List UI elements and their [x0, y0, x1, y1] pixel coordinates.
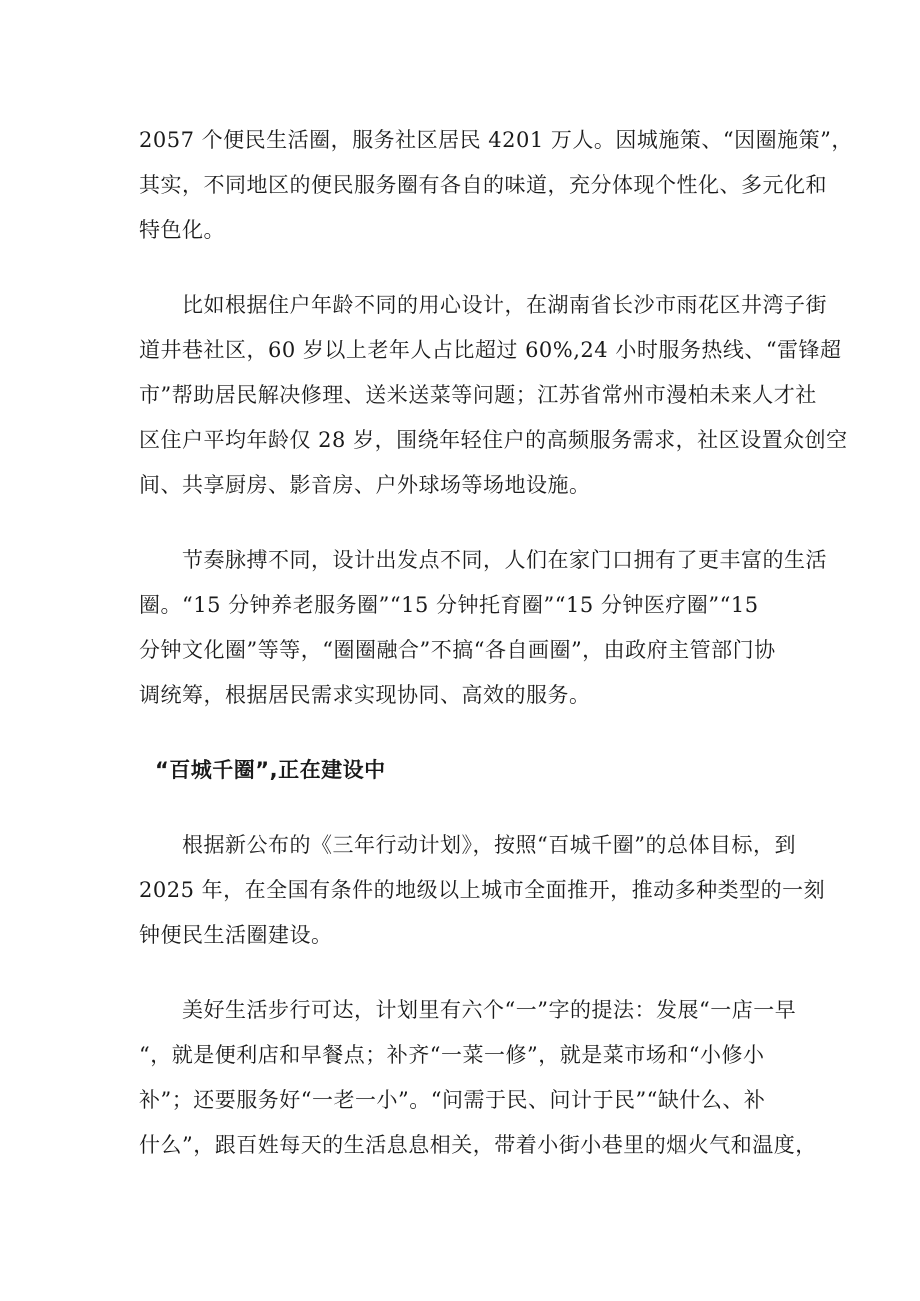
text-line: 比如根据住户年龄不同的用心设计，在湖南省长沙市雨花区井湾子街 [139, 293, 827, 317]
paragraph-2 [139, 283, 848, 508]
text-line: 区住户平均年龄仅 28 岁，围绕年轻住户的高频服务需求，社区设置众创空 [139, 428, 848, 452]
text-line: 间、共享厨房、影音房、户外球场等场地设施。 [139, 473, 591, 497]
article-body [139, 118, 853, 1198]
text-line: 节奏脉搏不同，设计出发点不同，人们在家门口拥有了更丰富的生活 [139, 548, 827, 572]
text-line: 其实，不同地区的便民服务圈有各自的味道，充分体现个性化、多元化和 [139, 173, 827, 197]
text-line: 调统筹，根据居民需求实现协同、高效的服务。 [139, 683, 591, 707]
text-line: 2057 个便民生活圈，服务社区居民 4201 万人。因城施策、“因圈施策”， [139, 128, 853, 152]
text-line: 道井巷社区，60 岁以上老年人占比超过 60%,24 小时服务热线、“雷锋超 [139, 338, 842, 362]
paragraph-1 [139, 118, 853, 253]
section-heading: “百城千圈”,正在建设中 [155, 758, 386, 782]
paragraph-5 [139, 988, 817, 1168]
text-line: “，就是便利店和早餐点；补齐“一菜一修”，就是菜市场和“小修小 [139, 1043, 765, 1067]
text-line: 2025 年，在全国有条件的地级以上城市全面推开，推动多种类型的一刻 [139, 878, 826, 902]
text-line: 特色化。 [139, 218, 225, 242]
text-line: 美好生活步行可达，计划里有六个“一”字的提法：发展“一店一早 [139, 998, 797, 1022]
text-line: 市”帮助居民解决修理、送米送菜等问题；江苏省常州市漫柏未来人才社 [139, 383, 817, 407]
text-line: 根据新公布的《三年行动计划》，按照“百城千圈”的总体目标，到 [139, 833, 796, 857]
paragraph-3 [139, 538, 827, 718]
text-line: 圈。“15 分钟养老服务圈”“15 分钟托育圈”“15 分钟医疗圈”“15 [139, 593, 759, 617]
text-line: 什么”，跟百姓每天的生活息息相关，带着小街小巷里的烟火气和温度， [139, 1133, 817, 1157]
paragraph-4 [139, 823, 826, 958]
text-line: 分钟文化圈”等等，“圈圈融合”不搞“各自画圈”，由政府主管部门协 [139, 638, 776, 662]
text-line: 钟便民生活圈建设。 [139, 923, 333, 947]
text-line: 补”；还要服务好“一老一小”。“问需于民、问计于民”“缺什么、补 [139, 1088, 766, 1112]
